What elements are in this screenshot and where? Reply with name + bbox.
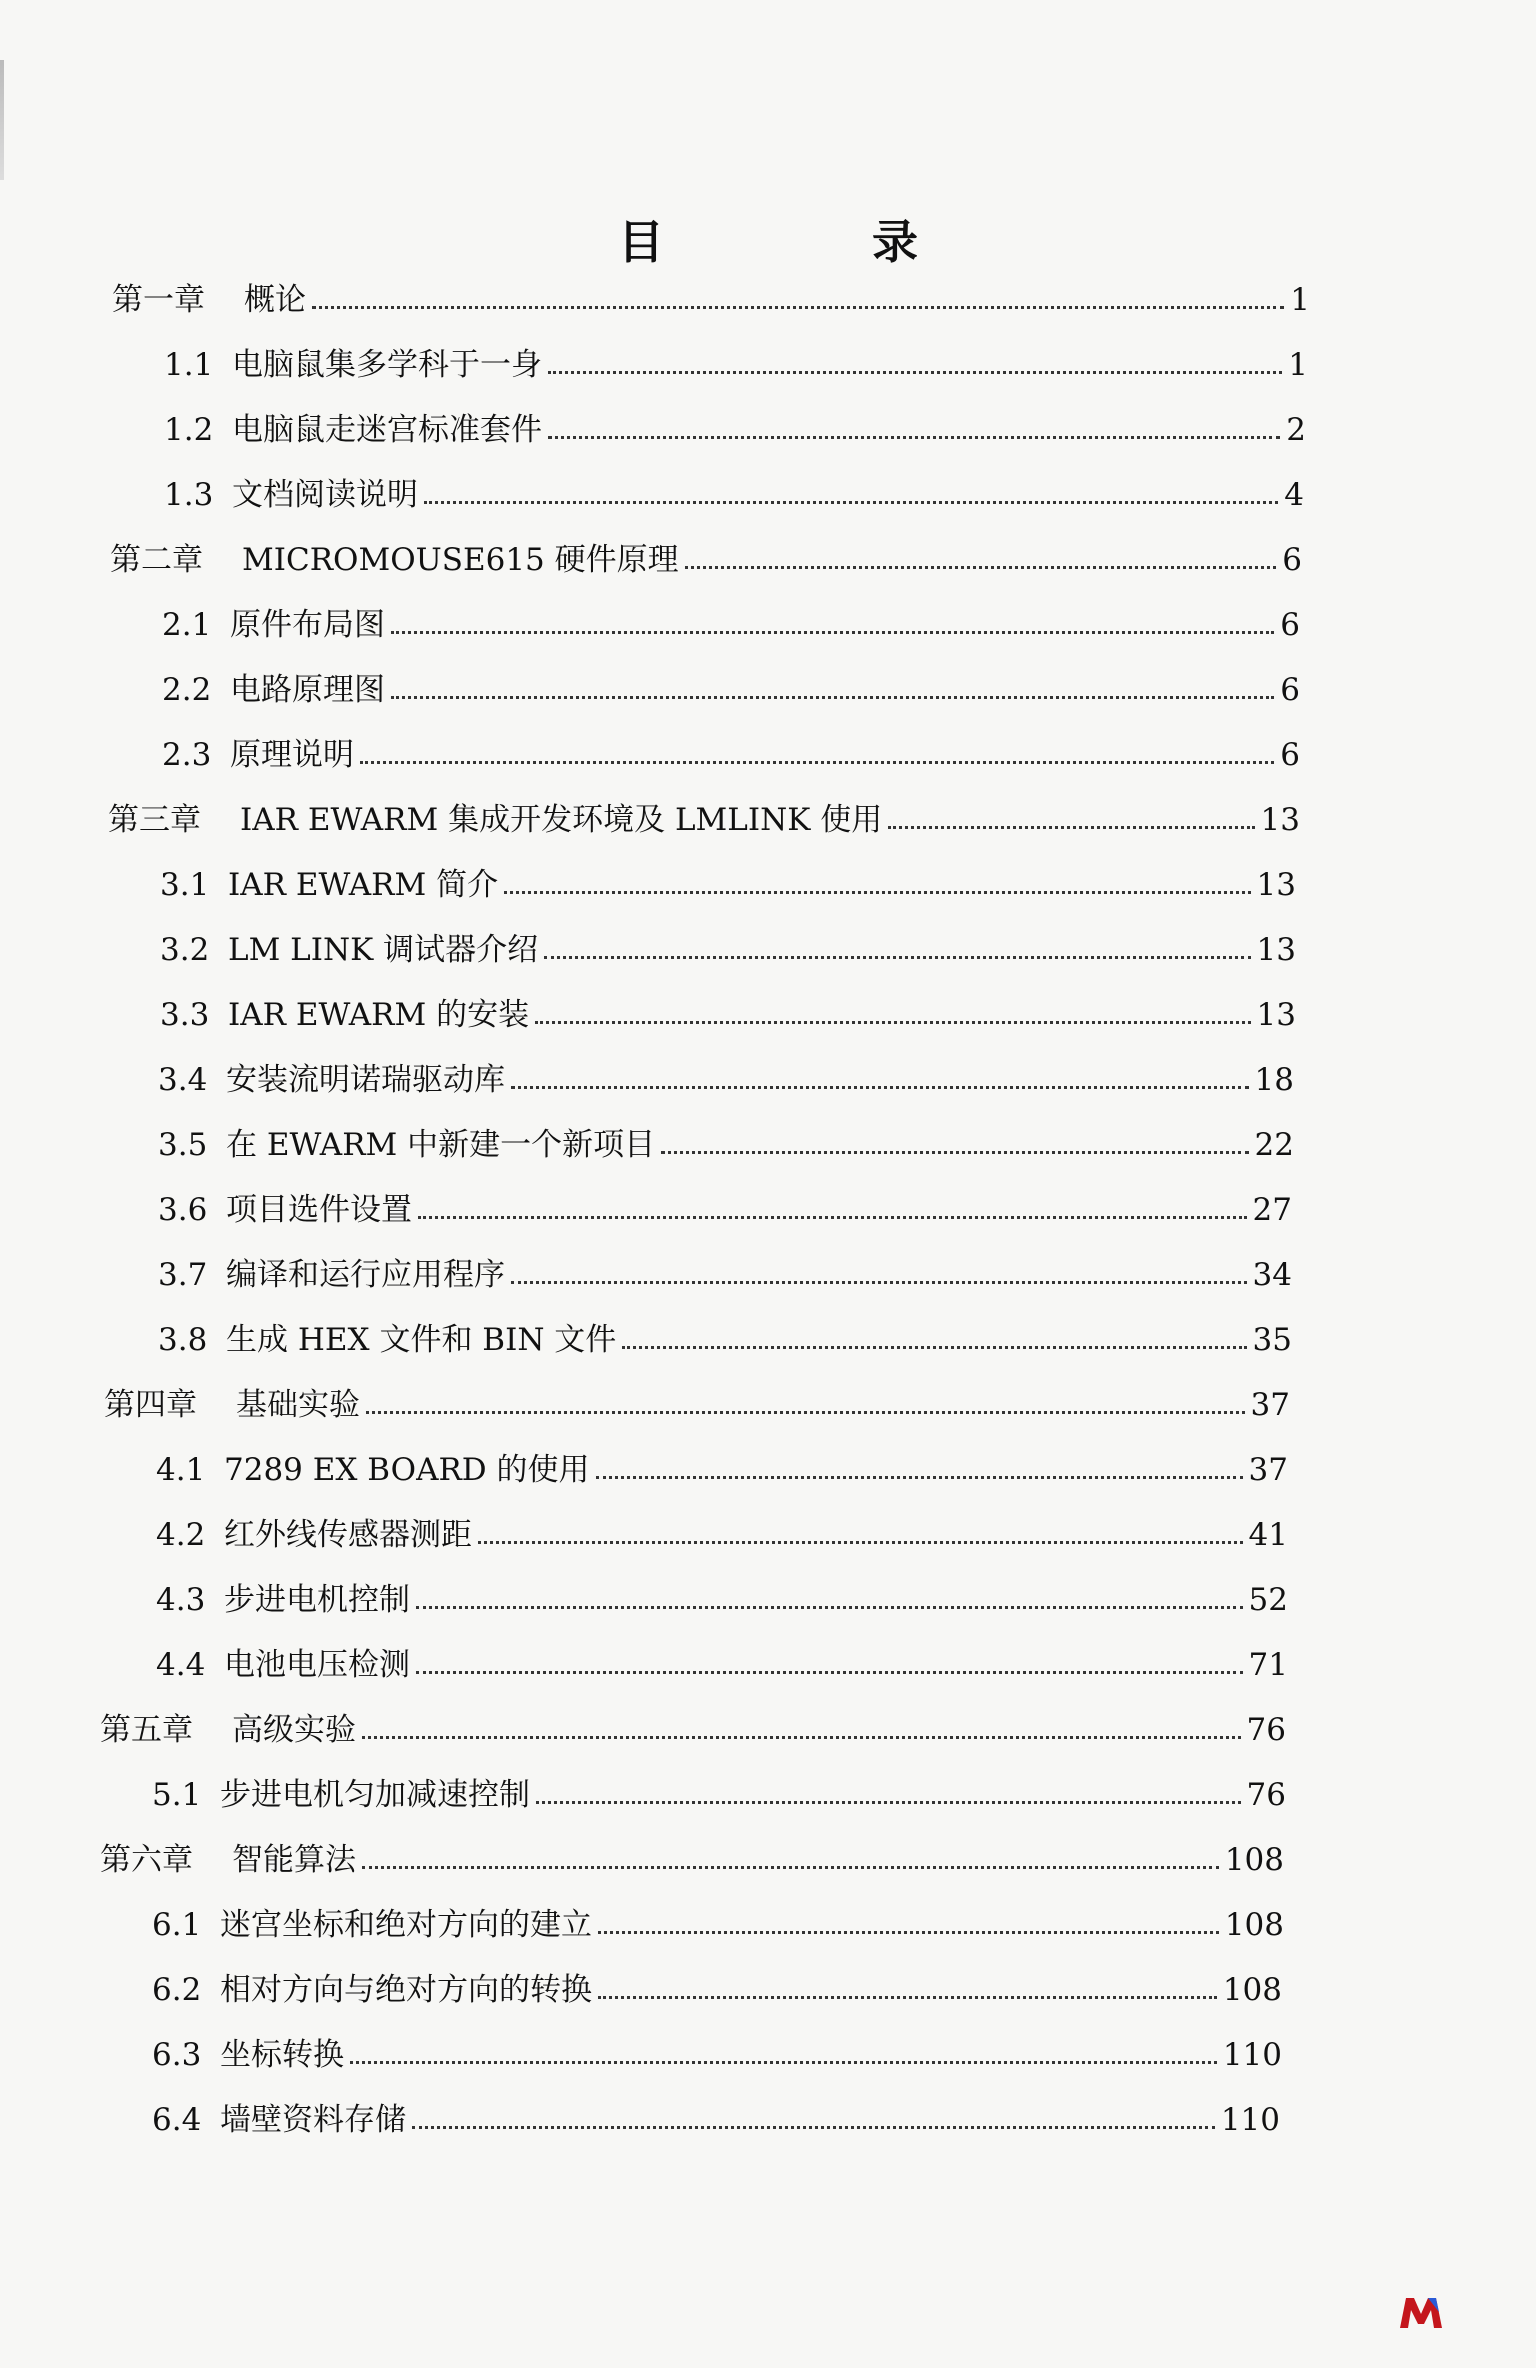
toc-leader-dots [362, 1736, 1241, 1739]
toc-entry-label: 概论 [244, 282, 306, 318]
toc-page-number: 13 [1256, 932, 1296, 968]
toc-section-entry[interactable] [152, 1897, 1284, 1941]
toc-entry-number: 2.1 [162, 607, 212, 643]
toc-entry-label: 安装流明诺瑞驱动库 [226, 1062, 505, 1098]
toc-section-entry[interactable] [156, 1442, 1288, 1486]
toc-section-entry[interactable] [164, 337, 1308, 381]
toc-page-number: 1 [1290, 282, 1310, 318]
toc-leader-dots [416, 1606, 1243, 1609]
toc-entry-number: 6.3 [152, 2037, 202, 2073]
toc-entry-number: 6.4 [152, 2102, 202, 2138]
toc-entry-number: 3.7 [158, 1257, 208, 1293]
toc-entry-number: 第二章 [110, 542, 203, 578]
toc-entry-number: 1.2 [164, 412, 214, 448]
toc-page-number: 13 [1256, 867, 1296, 903]
toc-entry-number: 3.8 [158, 1322, 208, 1358]
toc-entry-label: 文档阅读说明 [232, 477, 418, 513]
toc-entry-number: 第三章 [108, 802, 201, 838]
toc-entry-label: 坐标转换 [220, 2037, 344, 2073]
toc-page-number: 13 [1260, 802, 1300, 838]
toc-page-number: 2 [1286, 412, 1306, 448]
toc-leader-dots [416, 1671, 1243, 1674]
toc-leader-dots [478, 1541, 1243, 1544]
toc-section-entry[interactable] [152, 2092, 1280, 2136]
toc-section-entry[interactable] [152, 1767, 1286, 1811]
toc-entry-number: 6.1 [152, 1907, 202, 1943]
toc-entry-number: 第一章 [112, 282, 205, 318]
toc-entry-label: 生成 HEX 文件和 BIN 文件 [226, 1322, 617, 1358]
toc-entry-label: 红外线传感器测距 [224, 1517, 472, 1553]
publisher-logo-icon [1398, 2294, 1444, 2330]
toc-page-number: 37 [1248, 1452, 1288, 1488]
toc-leader-dots [418, 1216, 1247, 1219]
toc-entry-label: 墙壁资料存储 [220, 2102, 406, 2138]
toc-entry-label: 智能算法 [232, 1842, 356, 1878]
toc-page-number: 108 [1222, 1972, 1282, 2008]
toc-leader-dots [596, 1476, 1243, 1479]
toc-page-number: 76 [1246, 1712, 1286, 1748]
page-binding-edge [0, 60, 4, 180]
toc-entry-number: 第五章 [100, 1712, 193, 1748]
toc-entry-label: IAR EWARM 的安装 [228, 997, 530, 1033]
toc-section-entry[interactable] [160, 857, 1296, 901]
toc-leader-dots [511, 1086, 1249, 1089]
toc-page-number: 22 [1254, 1127, 1294, 1163]
toc-page-number: 35 [1252, 1322, 1292, 1358]
toc-page-number: 4 [1284, 477, 1304, 513]
toc-entry-number: 3.5 [158, 1127, 208, 1163]
toc-section-entry[interactable] [160, 922, 1296, 966]
toc-section-entry[interactable] [162, 727, 1300, 771]
toc-entry-label: 基础实验 [236, 1387, 360, 1423]
toc-chapter-entry[interactable] [110, 532, 1302, 576]
toc-entry-number: 3.3 [160, 997, 210, 1033]
toc-entry-number: 第六章 [100, 1842, 193, 1878]
toc-page-number: 1 [1288, 347, 1308, 383]
toc-leader-dots [535, 1021, 1250, 1024]
toc-entry-label: 电池电压检测 [224, 1647, 410, 1683]
toc-section-entry[interactable] [158, 1052, 1294, 1096]
toc-page-number: 110 [1220, 2102, 1280, 2138]
toc-section-entry[interactable] [152, 2027, 1282, 2071]
toc-entry-label: 电路原理图 [230, 672, 385, 708]
toc-section-entry[interactable] [156, 1572, 1288, 1616]
toc-section-entry[interactable] [158, 1247, 1292, 1291]
toc-page-number: 37 [1250, 1387, 1290, 1423]
toc-leader-dots [412, 2126, 1215, 2129]
toc-page-number: 13 [1256, 997, 1296, 1033]
toc-chapter-entry[interactable] [112, 272, 1310, 316]
toc-entry-number: 第四章 [104, 1387, 197, 1423]
toc-section-entry[interactable] [164, 402, 1306, 446]
toc-page-number: 41 [1248, 1517, 1288, 1553]
toc-leader-dots [511, 1281, 1247, 1284]
toc-section-entry[interactable] [158, 1312, 1292, 1356]
toc-page-number: 6 [1280, 737, 1300, 773]
toc-entry-number: 1.1 [164, 347, 214, 383]
toc-page-number: 108 [1224, 1842, 1284, 1878]
toc-leader-dots [504, 891, 1250, 894]
toc-page-number: 108 [1224, 1907, 1284, 1943]
toc-section-entry[interactable] [160, 987, 1296, 1031]
toc-entry-label: 在 EWARM 中新建一个新项目 [226, 1127, 656, 1163]
toc-leader-dots [391, 631, 1274, 634]
toc-page-number: 52 [1248, 1582, 1288, 1618]
toc-page-number: 71 [1248, 1647, 1288, 1683]
toc-entry-label: IAR EWARM 集成开发环境及 LMLINK 使用 [240, 802, 883, 838]
toc-entry-number: 6.2 [152, 1972, 202, 2008]
toc-section-entry[interactable] [152, 1962, 1282, 2006]
toc-entry-label: 电脑鼠走迷宫标准套件 [232, 412, 542, 448]
toc-entry-label: IAR EWARM 简介 [228, 867, 499, 903]
toc-entry-label: 迷宫坐标和绝对方向的建立 [220, 1907, 592, 1943]
toc-section-entry[interactable] [156, 1637, 1288, 1681]
toc-page-number: 6 [1282, 542, 1302, 578]
toc-section-entry[interactable] [158, 1182, 1292, 1226]
toc-leader-dots [362, 1866, 1219, 1869]
toc-entry-number: 2.2 [162, 672, 212, 708]
toc-entry-number: 2.3 [162, 737, 212, 773]
toc-entry-label: 原理说明 [230, 737, 354, 773]
toc-section-entry[interactable] [164, 467, 1304, 511]
toc-leader-dots [544, 956, 1250, 959]
toc-entry-number: 4.1 [156, 1452, 206, 1488]
toc-leader-dots [536, 1801, 1241, 1804]
toc-entry-label: 高级实验 [232, 1712, 356, 1748]
toc-chapter-entry[interactable] [104, 1377, 1290, 1421]
toc-entry-label: 项目选件设置 [226, 1192, 412, 1228]
toc-entry-label: 步进电机控制 [224, 1582, 410, 1618]
toc-entry-number: 3.1 [160, 867, 210, 903]
toc-chapter-entry[interactable] [100, 1702, 1286, 1746]
toc-page-number: 76 [1246, 1777, 1286, 1813]
toc-chapter-entry[interactable] [108, 792, 1300, 836]
toc-page-number: 6 [1280, 672, 1300, 708]
toc-leader-dots [360, 761, 1274, 764]
toc-entry-number: 4.4 [156, 1647, 206, 1683]
toc-page-number: 18 [1254, 1062, 1294, 1098]
toc-chapter-entry[interactable] [100, 1832, 1284, 1876]
toc-leader-dots [350, 2061, 1217, 2064]
toc-leader-dots [888, 826, 1254, 829]
toc-entry-label: LM LINK 调试器介绍 [228, 932, 539, 968]
toc-entry-label: 7289 EX BOARD 的使用 [224, 1452, 590, 1488]
toc-leader-dots [598, 1931, 1219, 1934]
toc-leader-dots [391, 696, 1274, 699]
toc-entry-number: 3.2 [160, 932, 210, 968]
toc-entry-label: 编译和运行应用程序 [226, 1257, 505, 1293]
toc-page-number: 6 [1280, 607, 1300, 643]
toc-section-entry[interactable] [162, 597, 1300, 641]
toc-leader-dots [424, 501, 1278, 504]
toc-leader-dots [366, 1411, 1245, 1414]
toc-section-entry[interactable] [156, 1507, 1288, 1551]
toc-entry-label: 步进电机匀加减速控制 [220, 1777, 530, 1813]
toc-entry-number: 3.4 [158, 1062, 208, 1098]
toc-entry-label: 电脑鼠集多学科于一身 [232, 347, 542, 383]
toc-entry-number: 4.2 [156, 1517, 206, 1553]
toc-entry-number: 3.6 [158, 1192, 208, 1228]
toc-leader-dots [685, 566, 1277, 569]
toc-page-number: 27 [1252, 1192, 1292, 1228]
toc-page-number: 110 [1222, 2037, 1282, 2073]
toc-leader-dots [548, 371, 1282, 374]
toc-entry-label: MICROMOUSE615 硬件原理 [242, 542, 679, 578]
toc-entry-number: 5.1 [152, 1777, 202, 1813]
toc-leader-dots [548, 436, 1280, 439]
toc-page-number: 34 [1252, 1257, 1292, 1293]
toc-leader-dots [598, 1996, 1217, 1999]
toc-entry-number: 4.3 [156, 1582, 206, 1618]
toc-section-entry[interactable] [162, 662, 1300, 706]
page-title: 目 录 [617, 215, 1014, 269]
toc-entry-label: 相对方向与绝对方向的转换 [220, 1972, 592, 2008]
toc-entry-number: 1.3 [164, 477, 214, 513]
toc-section-entry[interactable] [158, 1117, 1294, 1161]
toc-leader-dots [622, 1346, 1246, 1349]
toc-leader-dots [661, 1151, 1248, 1154]
toc-entry-label: 原件布局图 [230, 607, 385, 643]
toc-leader-dots [312, 306, 1284, 309]
